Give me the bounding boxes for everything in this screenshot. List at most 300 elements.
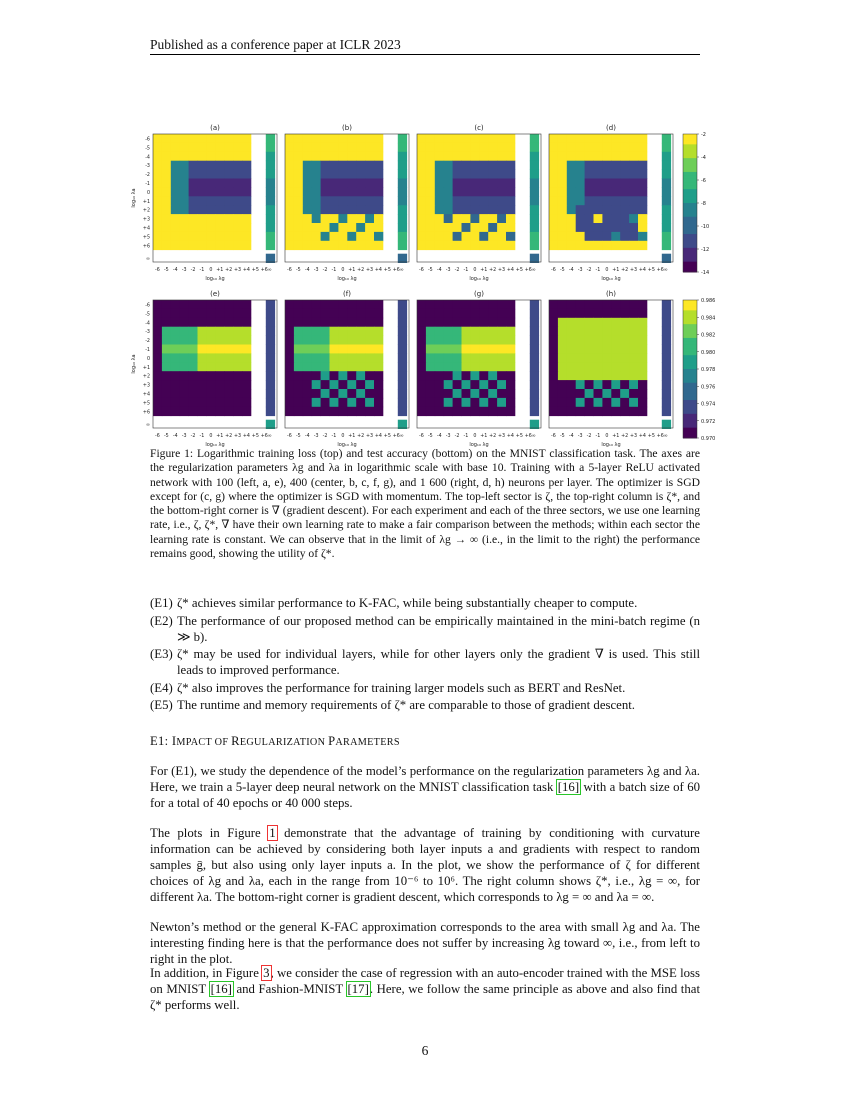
x-tick-label: +6 [392, 268, 400, 273]
heatmap-cell [530, 389, 539, 398]
figure-link[interactable]: 3 [263, 966, 270, 980]
heatmap-cell [365, 318, 374, 327]
heatmap-cell [224, 389, 233, 398]
y-tick-label: -5 [145, 312, 150, 318]
heatmap-cell [180, 300, 189, 309]
heatmap-cell [189, 345, 198, 354]
heatmap-cell [662, 362, 671, 371]
citation-link[interactable]: [16] [210, 982, 232, 997]
heatmap-cell [649, 232, 653, 241]
heatmap-cell [224, 345, 233, 354]
heatmap-cell [153, 214, 162, 223]
heatmap-cell [602, 309, 611, 318]
heatmap-cell [594, 327, 603, 336]
colorbar-segment [683, 255, 697, 259]
heatmap-cell [417, 407, 426, 416]
heatmap-cell [549, 232, 558, 241]
heatmap-cell [153, 362, 162, 371]
heatmap-cell [649, 170, 653, 179]
heatmap-cell [321, 241, 330, 250]
x-tick-label: -5 [559, 434, 565, 439]
x-tick-label: +1 [216, 268, 224, 273]
heatmap-cell [567, 196, 576, 205]
x-tick-label: -2 [190, 268, 196, 273]
heatmap-cell [253, 232, 257, 241]
heatmap-cell [374, 232, 383, 241]
heatmap-cell [549, 353, 558, 362]
heatmap-cell [153, 179, 162, 188]
heatmap-cell [488, 362, 497, 371]
heatmap-cell [530, 327, 539, 336]
heatmap-cell [444, 205, 453, 214]
heatmap-cell [356, 309, 365, 318]
heatmap-cell [435, 152, 444, 161]
heatmap-cell [462, 407, 471, 416]
heatmap-cell [530, 318, 539, 327]
heatmap-cell [253, 371, 257, 380]
heatmap-cell [242, 241, 251, 250]
citation-link[interactable]: [17] [347, 982, 369, 997]
list-text: ζ* achieves similar performance to K-FAC, while being substantially cheaper to compute. [177, 596, 638, 610]
heatmap-cell [638, 318, 647, 327]
heatmap-cell [153, 187, 162, 196]
heatmap-cell [321, 232, 330, 241]
heatmap-cell [180, 179, 189, 188]
heatmap-cell [435, 336, 444, 345]
heatmap-cell [253, 152, 257, 161]
heatmap-cell [549, 223, 558, 232]
heatmap-cell [330, 353, 339, 362]
figure-link[interactable]: 1 [269, 826, 276, 840]
heatmap-cell [171, 179, 180, 188]
heatmap-cell [585, 170, 594, 179]
heatmap-cell [497, 398, 506, 407]
heatmap-cell [497, 420, 506, 429]
heatmap-cell [180, 223, 189, 232]
heatmap-cell [444, 152, 453, 161]
heatmap-cell [398, 196, 407, 205]
x-axis-label: log₁₀ λg [601, 442, 621, 448]
heatmap-cell [629, 389, 638, 398]
heatmap-cell [330, 187, 339, 196]
heatmap-cell [385, 327, 389, 336]
heatmap-cell [171, 300, 180, 309]
heatmap-cell [162, 318, 171, 327]
colorbar-segment [683, 366, 697, 370]
colorbar-tick-label: 0.986 [701, 298, 716, 304]
heatmap-cell [224, 179, 233, 188]
heatmap-cell [303, 362, 312, 371]
heatmap-cell [206, 345, 215, 354]
heatmap-cell [417, 309, 426, 318]
heatmap-cell [215, 300, 224, 309]
heatmap-cell [321, 345, 330, 354]
y-tick-label: -1 [145, 181, 150, 187]
heatmap-cell [594, 380, 603, 389]
heatmap-cell [611, 205, 620, 214]
heatmap-cell [453, 353, 462, 362]
x-tick-label: +3 [234, 268, 242, 273]
heatmap-cell [497, 362, 506, 371]
colorbar-segment [683, 321, 697, 325]
heatmap-cell [638, 371, 647, 380]
heatmap-cell [198, 179, 207, 188]
heatmap-cell [594, 309, 603, 318]
heatmap-cell [233, 254, 242, 263]
heatmap-cell [426, 187, 435, 196]
heatmap-cell [549, 389, 558, 398]
p4-d: . Here, we follow the same principle as above and also find that ζ* performs well. [150, 982, 701, 1013]
heatmap-cell [585, 407, 594, 416]
x-tick-label: +2 [357, 268, 365, 273]
heatmap-cell [312, 309, 321, 318]
heatmap-cell [629, 336, 638, 345]
heatmap-cell [266, 345, 275, 354]
heatmap-cell [198, 371, 207, 380]
heatmap-cell [649, 214, 653, 223]
heatmap-cell [444, 300, 453, 309]
heatmap-cell [435, 398, 444, 407]
heatmap-cell [506, 371, 515, 380]
heatmap-cell [435, 223, 444, 232]
heatmap-cell [189, 309, 198, 318]
heatmap-cell [488, 241, 497, 250]
heatmap-cell [602, 407, 611, 416]
colorbar-segment [683, 307, 697, 311]
heatmap-cell [162, 143, 171, 152]
heatmap-cell [206, 152, 215, 161]
heatmap-cell [303, 187, 312, 196]
colorbar-segment [683, 220, 697, 224]
heatmap-cell [549, 407, 558, 416]
heatmap-cell [215, 196, 224, 205]
heatmap-cell [417, 196, 426, 205]
x-axis-label: log₁₀ λg [337, 276, 357, 282]
heatmap-cell [153, 254, 162, 263]
heatmap-cell [530, 152, 539, 161]
heatmap-cell [585, 336, 594, 345]
heatmap-cell [594, 371, 603, 380]
heatmap-cell [266, 362, 275, 371]
heatmap-cell [312, 223, 321, 232]
y-tick-label: +1 [142, 365, 150, 371]
panel-label: (c) [474, 124, 484, 132]
panel-label: (b) [342, 124, 352, 132]
y-axis-label: log₁₀ λa [131, 354, 137, 374]
heatmap-cell [224, 223, 233, 232]
heatmap-cell [180, 353, 189, 362]
heatmap-cell [385, 143, 389, 152]
heatmap-cell [198, 362, 207, 371]
heatmap-cell [312, 380, 321, 389]
heatmap-cell [189, 254, 198, 263]
x-tick-label: -3 [181, 268, 187, 273]
heatmap-cell [338, 232, 347, 241]
heatmap-cell [347, 345, 356, 354]
heatmap-cell [206, 336, 215, 345]
heatmap-cell [233, 134, 242, 143]
heatmap-cell [312, 398, 321, 407]
heatmap-cell [285, 318, 294, 327]
heatmap-cell [398, 241, 407, 250]
heatmap-cell [198, 161, 207, 170]
heatmap-cell [312, 205, 321, 214]
heatmap-cell [153, 170, 162, 179]
heatmap-cell [470, 398, 479, 407]
heatmap-cell [638, 353, 647, 362]
heatmap-cell [517, 309, 521, 318]
heatmap-cell [444, 179, 453, 188]
colorbar-segment [683, 431, 697, 435]
heatmap-cell [242, 398, 251, 407]
heatmap-cell [224, 327, 233, 336]
heatmap-cell [629, 214, 638, 223]
heatmap-cell [497, 187, 506, 196]
heatmap-cell [549, 241, 558, 250]
colorbar-tick-label: 0.972 [701, 418, 716, 425]
heatmap-cell [629, 407, 638, 416]
heatmap-cell [530, 345, 539, 354]
heatmap-cell [567, 223, 576, 232]
heatmap-cell [594, 407, 603, 416]
heatmap-cell [171, 254, 180, 263]
heatmap-cell [602, 353, 611, 362]
heatmap-cell [198, 318, 207, 327]
heatmap-cell [620, 371, 629, 380]
colorbar-segment [683, 324, 697, 328]
heatmap-cell [398, 327, 407, 336]
heatmap-cell [303, 134, 312, 143]
heatmap-cell [206, 205, 215, 214]
heatmap-cell [180, 196, 189, 205]
heatmap-cell [594, 362, 603, 371]
heatmap-cell [462, 196, 471, 205]
heatmap-cell [338, 170, 347, 179]
heatmap-cell [321, 152, 330, 161]
colorbar-segment [683, 175, 697, 179]
heatmap-cell [426, 398, 435, 407]
heatmap-cell [558, 254, 567, 263]
heatmap-cell [417, 318, 426, 327]
heatmap-cell [385, 205, 389, 214]
heatmap-cell [347, 205, 356, 214]
colorbar-segment [683, 151, 697, 155]
heatmap-cell [594, 143, 603, 152]
heatmap-cell [576, 223, 585, 232]
colorbar-segment [683, 203, 697, 207]
heatmap-cell [266, 170, 275, 179]
x-tick-label: -3 [577, 268, 583, 273]
heatmap-cell [321, 214, 330, 223]
y-tick-label: -4 [145, 155, 150, 161]
heatmap-cell [330, 407, 339, 416]
heatmap-cell [629, 254, 638, 263]
heatmap-cell [294, 398, 303, 407]
heatmap-cell [215, 232, 224, 241]
heatmap-cell [285, 143, 294, 152]
heatmap-cell [321, 179, 330, 188]
heatmap-cell [479, 143, 488, 152]
heatmap-cell [233, 318, 242, 327]
heatmap-cell [585, 420, 594, 429]
colorbar-segment [683, 210, 697, 214]
heatmap-cell [180, 161, 189, 170]
citation-link[interactable]: [16] [557, 780, 580, 795]
heatmap-cell [224, 309, 233, 318]
x-tick-label: -4 [568, 268, 574, 273]
header-rule [150, 54, 700, 55]
section-e: E1: I [150, 734, 177, 748]
heatmap-cell [224, 214, 233, 223]
heatmap-cell [426, 134, 435, 143]
heatmap-cell [198, 309, 207, 318]
heatmap-cell [649, 300, 653, 309]
heatmap-cell [189, 362, 198, 371]
heatmap-cell [224, 196, 233, 205]
heatmap-cell [198, 134, 207, 143]
heatmap-cell [462, 143, 471, 152]
heatmap-cell [321, 318, 330, 327]
heatmap-cell [242, 134, 251, 143]
heatmap-cell [426, 318, 435, 327]
heatmap-cell [215, 407, 224, 416]
heatmap-cell [162, 398, 171, 407]
heatmap-cell [365, 179, 374, 188]
heatmap-cell [576, 205, 585, 214]
section-r: R [231, 734, 240, 748]
heatmap-cell [620, 327, 629, 336]
heatmap-cell [266, 380, 275, 389]
x-tick-label: -3 [313, 268, 319, 273]
heatmap-cell [567, 254, 576, 263]
heatmap-cell [620, 241, 629, 250]
x-tick-label: -2 [322, 268, 328, 273]
heatmap-cell [602, 300, 611, 309]
heatmap-cell [224, 170, 233, 179]
heatmap-cell [398, 389, 407, 398]
colorbar-tick-label: -10 [701, 224, 710, 230]
heatmap-cell [488, 309, 497, 318]
heatmap-cell [294, 205, 303, 214]
heatmap-cell [649, 380, 653, 389]
panel-label: (a) [210, 124, 220, 132]
heatmap-cell [479, 336, 488, 345]
colorbar-tick-label: -8 [701, 201, 706, 207]
heatmap-cell [321, 205, 330, 214]
heatmap-cell [470, 187, 479, 196]
heatmap-cell [435, 389, 444, 398]
heatmap-cell [567, 407, 576, 416]
heatmap-cell [171, 380, 180, 389]
heatmap-cell [303, 152, 312, 161]
colorbar-tick-label: 0.978 [701, 367, 716, 373]
heatmap-cell [576, 371, 585, 380]
heatmap-cell [426, 380, 435, 389]
heatmap-cell [530, 309, 539, 318]
heatmap-cell [444, 143, 453, 152]
heatmap-cell [233, 152, 242, 161]
heatmap-cell [285, 170, 294, 179]
heatmap-cell [266, 241, 275, 250]
heatmap-cell [338, 398, 347, 407]
heatmap-cell [374, 309, 383, 318]
colorbar-segment [683, 137, 697, 141]
heatmap-cell [338, 336, 347, 345]
heatmap-cell [285, 254, 294, 263]
heatmap-cell [629, 232, 638, 241]
heatmap-cell [374, 170, 383, 179]
heatmap-cell [338, 345, 347, 354]
heatmap-cell [303, 327, 312, 336]
heatmap-cell [453, 241, 462, 250]
heatmap-cell [385, 134, 389, 143]
colorbar-tick-label: 0.982 [701, 332, 716, 339]
heatmap-cell [444, 170, 453, 179]
heatmap-cell [662, 214, 671, 223]
colorbar-segment [683, 352, 697, 356]
y-tick-label: -3 [145, 330, 150, 336]
heatmap-cell [585, 214, 594, 223]
heatmap-cell [594, 170, 603, 179]
heatmap-cell [638, 300, 647, 309]
heatmap-cell [649, 362, 653, 371]
heatmap-cell [312, 407, 321, 416]
heatmap-cell [602, 223, 611, 232]
heatmap-cell [649, 241, 653, 250]
x-tick-label: +4 [638, 268, 646, 273]
heatmap-cell [215, 353, 224, 362]
heatmap-cell [517, 134, 521, 143]
x-tick-label: -1 [463, 434, 469, 439]
heatmap-cell [488, 143, 497, 152]
heatmap-cell [153, 143, 162, 152]
heatmap-cell [479, 152, 488, 161]
heatmap-cell [611, 353, 620, 362]
heatmap-cell [444, 398, 453, 407]
heatmap-cell [470, 232, 479, 241]
heatmap-cell [285, 398, 294, 407]
heatmap-cell [330, 398, 339, 407]
heatmap-cell [171, 232, 180, 241]
heatmap-cell [417, 241, 426, 250]
heatmap-cell [426, 254, 435, 263]
heatmap-cell [530, 134, 539, 143]
heatmap-cell [567, 336, 576, 345]
heatmap-cell [215, 143, 224, 152]
paragraph-1 [150, 763, 700, 811]
heatmap-cell [180, 241, 189, 250]
heatmap-cell [253, 254, 257, 263]
heatmap-cell [374, 398, 383, 407]
heatmap-cell [303, 389, 312, 398]
heatmap-cell [206, 420, 215, 429]
heatmap-cell [321, 254, 330, 263]
x-tick-label: 0 [209, 268, 213, 273]
heatmap-cell [180, 134, 189, 143]
heatmap-cell [330, 336, 339, 345]
heatmap-cell [497, 309, 506, 318]
heatmap-cell [253, 205, 257, 214]
heatmap-cell [417, 371, 426, 380]
heatmap-cell [198, 420, 207, 429]
heatmap-cell [253, 161, 257, 170]
heatmap-cell [338, 407, 347, 416]
heatmap-cell [585, 398, 594, 407]
heatmap-cell [517, 353, 521, 362]
heatmap-cell [206, 309, 215, 318]
heatmap-cell [253, 241, 257, 250]
heatmap-cell [602, 161, 611, 170]
